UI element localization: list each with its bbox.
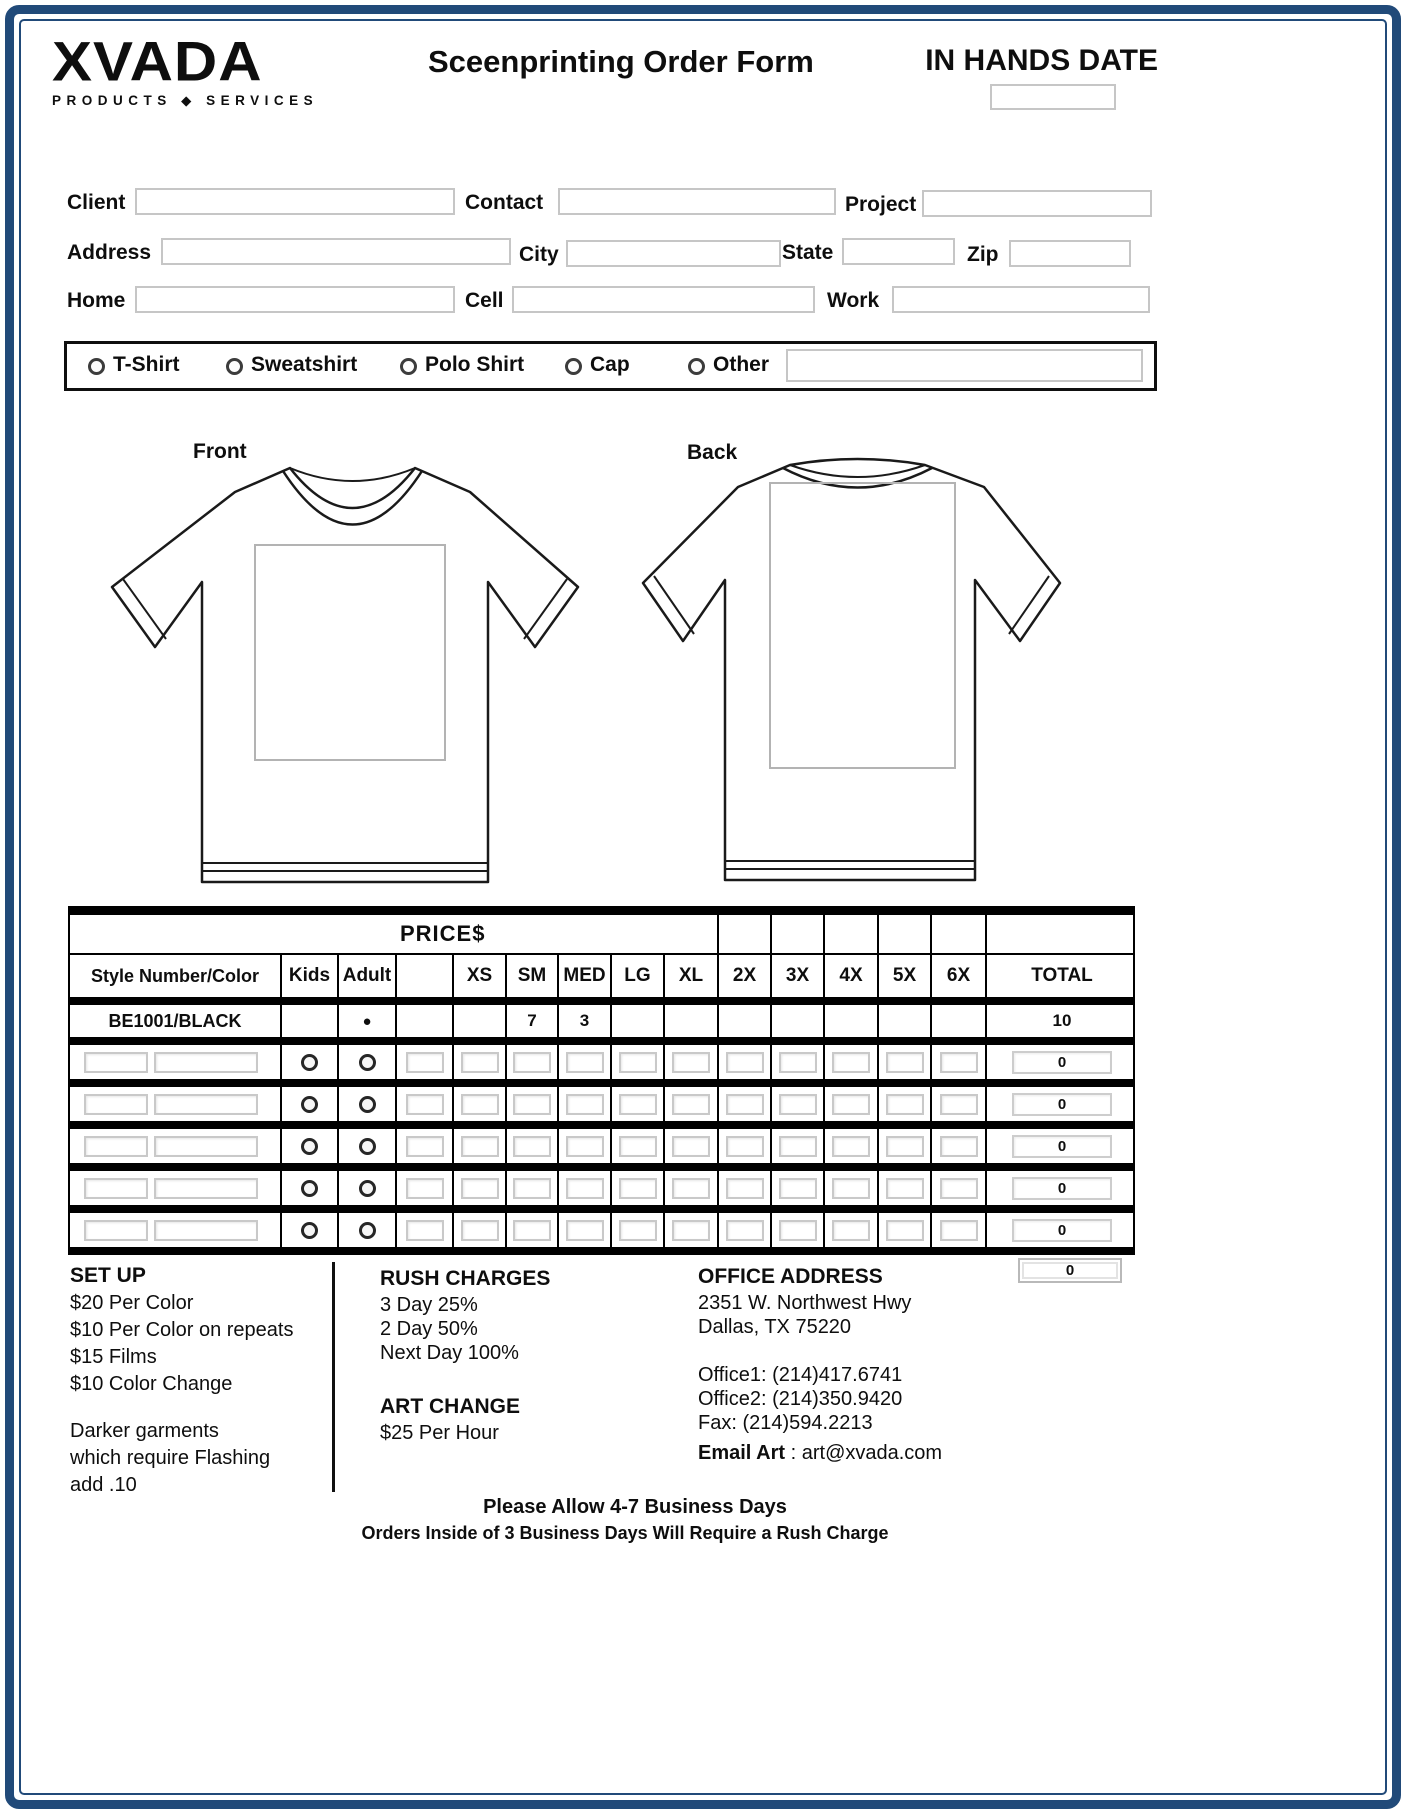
style-color-input[interactable] — [154, 1136, 258, 1157]
qty-5x-input[interactable] — [886, 1220, 924, 1241]
cap-radio[interactable] — [565, 358, 582, 375]
table-cell — [987, 915, 1137, 953]
page-title: Sceenprinting Order Form — [428, 44, 814, 79]
office-address-section — [698, 1263, 942, 1465]
price-table-empty-row — [68, 1129, 1135, 1163]
setup-title: SET UP — [70, 1264, 146, 1287]
qty-lg-cell — [612, 1087, 665, 1121]
kids-cell — [282, 1213, 339, 1247]
setup-line: $15 Films — [70, 1346, 157, 1368]
qty-xl-input[interactable] — [672, 1178, 710, 1199]
table-rule — [68, 1247, 1135, 1255]
qty-value — [397, 1005, 454, 1037]
style-value: BE1001/BLACK — [70, 1005, 282, 1037]
qty-4x-cell — [825, 1087, 879, 1121]
col-blank-header — [397, 955, 454, 997]
qty-4x-cell — [825, 1171, 879, 1205]
qty-3x-input[interactable] — [779, 1220, 817, 1241]
adult-cell — [339, 1171, 397, 1205]
email-art-label: Email Art — [698, 1442, 786, 1464]
sweatshirt-label: Sweatshirt — [251, 353, 358, 376]
qty-3x-cell — [772, 1213, 825, 1247]
qty-lg-input[interactable] — [619, 1136, 657, 1157]
adult-cell — [339, 1087, 397, 1121]
adult-cell — [339, 1213, 397, 1247]
qty-3x-value — [772, 1005, 825, 1037]
work-label: Work — [827, 289, 880, 312]
qty-med-cell — [559, 1171, 612, 1205]
cap-label: Cap — [590, 353, 630, 376]
qty-med-cell — [559, 1213, 612, 1247]
qty-6x-input[interactable] — [940, 1052, 978, 1073]
setup-line: $10 Color Change — [70, 1373, 233, 1395]
table-rule — [68, 906, 1135, 915]
qty-xl-cell — [665, 1087, 719, 1121]
flashing-note-line: which require Flashing — [70, 1447, 271, 1469]
col-total-header: TOTAL — [1031, 965, 1093, 986]
tshirt-radio[interactable] — [88, 358, 105, 375]
home-phone-input[interactable] — [135, 286, 455, 313]
qty-xs-input[interactable] — [461, 1094, 499, 1115]
city-label: City — [519, 243, 559, 266]
tshirt-label: T-Shirt — [113, 353, 180, 376]
rush-line: Next Day 100% — [380, 1342, 519, 1364]
qty-cell — [397, 1213, 454, 1247]
qty-lg-cell — [612, 1213, 665, 1247]
col-2x-header: 2X — [719, 955, 772, 997]
zip-input[interactable] — [1009, 240, 1131, 267]
qty-xl-cell — [665, 1213, 719, 1247]
office-address-line: 2351 W. Northwest Hwy — [698, 1292, 912, 1314]
qty-xl-input[interactable] — [672, 1052, 710, 1073]
qty-5x-cell — [879, 1129, 932, 1163]
adult-selected-dot: ● — [339, 1005, 397, 1037]
qty-5x-input[interactable] — [886, 1136, 924, 1157]
qty-4x-input[interactable] — [832, 1178, 870, 1199]
qty-6x-cell — [932, 1171, 987, 1205]
qty-med-input[interactable] — [566, 1094, 604, 1115]
qty-5x-value — [879, 1005, 932, 1037]
col-xl-header: XL — [665, 955, 719, 997]
price-table-empty-row — [68, 1045, 1135, 1079]
style-cell — [70, 1087, 282, 1121]
sweatshirt-radio[interactable] — [226, 358, 243, 375]
section-divider — [332, 1262, 335, 1492]
qty-xs-input[interactable] — [461, 1136, 499, 1157]
price-table-empty-row — [68, 1213, 1135, 1247]
qty-lg-cell — [612, 1045, 665, 1079]
style-number-input[interactable] — [84, 1052, 148, 1073]
qty-sm-value: 7 — [507, 1005, 559, 1037]
address-label: Address — [67, 241, 152, 264]
office-address-line: Dallas, TX 75220 — [698, 1316, 852, 1338]
contact-input[interactable] — [558, 188, 836, 215]
qty-sm-input[interactable] — [513, 1220, 551, 1241]
qty-sm-cell — [507, 1213, 559, 1247]
style-color-input[interactable] — [154, 1094, 258, 1115]
client-label: Client — [67, 191, 126, 214]
qty-xs-cell — [454, 1171, 507, 1205]
col-6x-header: 6X — [932, 955, 987, 997]
adult-radio[interactable] — [359, 1096, 376, 1113]
qty-sm-input[interactable] — [513, 1178, 551, 1199]
kids-value — [282, 1005, 339, 1037]
col-sm-header: SM — [507, 955, 559, 997]
qty-2x-cell — [719, 1087, 772, 1121]
home-label: Home — [67, 289, 126, 312]
col-style-header: Style Number/Color — [70, 955, 282, 997]
row-total: 0 — [1012, 1135, 1112, 1158]
qty-med-cell — [559, 1129, 612, 1163]
qty-lg-input[interactable] — [619, 1094, 657, 1115]
qty-xs-cell — [454, 1213, 507, 1247]
col-med-header: MED — [559, 955, 612, 997]
qty-xl-value — [665, 1005, 719, 1037]
in-hands-date-label: IN HANDS DATE — [925, 44, 1158, 77]
qty-sm-cell — [507, 1129, 559, 1163]
kids-radio[interactable] — [301, 1096, 318, 1113]
qty-6x-input[interactable] — [940, 1094, 978, 1115]
zip-label: Zip — [967, 243, 999, 266]
other-label: Other — [713, 353, 770, 376]
table-rule — [68, 1079, 1135, 1087]
qty-lg-input[interactable] — [619, 1220, 657, 1241]
adult-cell — [339, 1129, 397, 1163]
setup-line: $10 Per Color on repeats — [70, 1319, 294, 1341]
qty-5x-input[interactable] — [886, 1178, 924, 1199]
price-table-empty-row — [68, 1087, 1135, 1121]
qty-xl-input[interactable] — [672, 1136, 710, 1157]
qty-sm-cell — [507, 1171, 559, 1205]
qty-cell — [397, 1045, 454, 1079]
office-title: OFFICE ADDRESS — [698, 1265, 883, 1288]
style-cell — [70, 1045, 282, 1079]
qty-2x-input[interactable] — [726, 1052, 764, 1073]
cell-label: Cell — [465, 289, 504, 312]
art-change-line: $25 Per Hour — [380, 1422, 499, 1444]
table-cell — [772, 915, 825, 953]
kids-cell — [282, 1171, 339, 1205]
qty-sm-cell — [507, 1045, 559, 1079]
style-number-input[interactable] — [84, 1136, 148, 1157]
qty-input[interactable] — [406, 1052, 444, 1073]
qty-input[interactable] — [406, 1178, 444, 1199]
qty-lg-cell — [612, 1129, 665, 1163]
qty-4x-value — [825, 1005, 879, 1037]
qty-xl-cell — [665, 1045, 719, 1079]
rush-title: RUSH CHARGES — [380, 1267, 551, 1290]
style-cell — [70, 1129, 282, 1163]
table-rule — [68, 1121, 1135, 1129]
qty-med-cell — [559, 1045, 612, 1079]
other-radio[interactable] — [688, 358, 705, 375]
qty-3x-cell — [772, 1129, 825, 1163]
col-kids-header: Kids — [282, 955, 339, 997]
office-phone-line: Office2: (214)350.9420 — [698, 1388, 903, 1410]
qty-4x-input[interactable] — [832, 1052, 870, 1073]
qty-sm-cell — [507, 1087, 559, 1121]
office-phone-line: Office1: (214)417.6741 — [698, 1364, 903, 1386]
contact-label: Contact — [465, 191, 544, 214]
qty-cell — [397, 1171, 454, 1205]
table-cell — [932, 915, 987, 953]
setup-line: $20 Per Color — [70, 1292, 194, 1314]
qty-4x-cell — [825, 1213, 879, 1247]
qty-4x-input[interactable] — [832, 1094, 870, 1115]
front-view-label: Front — [193, 440, 247, 463]
prices-title: PRICE$ — [70, 915, 719, 953]
qty-3x-cell — [772, 1171, 825, 1205]
kids-cell — [282, 1129, 339, 1163]
qty-xs-input[interactable] — [461, 1052, 499, 1073]
table-rule — [68, 997, 1135, 1005]
adult-radio[interactable] — [359, 1138, 376, 1155]
cell-phone-input[interactable] — [512, 286, 815, 313]
table-rule — [68, 1163, 1135, 1171]
qty-2x-cell — [719, 1171, 772, 1205]
project-label: Project — [845, 193, 917, 216]
qty-6x-value — [932, 1005, 987, 1037]
style-cell — [70, 1213, 282, 1247]
kids-radio[interactable] — [301, 1054, 318, 1071]
qty-2x-cell — [719, 1045, 772, 1079]
back-view-label: Back — [687, 441, 738, 464]
qty-3x-cell — [772, 1087, 825, 1121]
email-art-line — [698, 1441, 942, 1465]
row-total: 0 — [1012, 1177, 1112, 1200]
qty-cell — [397, 1087, 454, 1121]
kids-cell — [282, 1087, 339, 1121]
qty-xl-input[interactable] — [672, 1094, 710, 1115]
row-total: 0 — [1012, 1093, 1112, 1116]
work-phone-input[interactable] — [892, 286, 1150, 313]
qty-3x-input[interactable] — [779, 1178, 817, 1199]
qty-6x-cell — [932, 1087, 987, 1121]
qty-5x-cell — [879, 1171, 932, 1205]
total-cell — [987, 1087, 1137, 1121]
qty-xl-cell — [665, 1171, 719, 1205]
adult-radio[interactable] — [359, 1054, 376, 1071]
row-total-value: 10 — [1052, 1011, 1072, 1030]
qty-4x-cell — [825, 1129, 879, 1163]
rush-line: 3 Day 25% — [380, 1294, 478, 1316]
footer-line-1: Please Allow 4-7 Business Days — [483, 1496, 787, 1518]
setup-pricing-section — [70, 1262, 293, 1499]
kids-radio[interactable] — [301, 1180, 318, 1197]
qty-med-input[interactable] — [566, 1136, 604, 1157]
email-art-address[interactable]: : art@xvada.com — [785, 1442, 943, 1464]
qty-6x-input[interactable] — [940, 1220, 978, 1241]
qty-xl-cell — [665, 1129, 719, 1163]
qty-2x-cell — [719, 1213, 772, 1247]
style-color-input[interactable] — [154, 1178, 258, 1199]
rush-line: 2 Day 50% — [380, 1318, 478, 1340]
project-input[interactable] — [922, 190, 1152, 217]
qty-cell — [397, 1129, 454, 1163]
qty-med-input[interactable] — [566, 1220, 604, 1241]
table-cell — [825, 915, 879, 953]
qty-xs-cell — [454, 1045, 507, 1079]
col-adult-header: Adult — [339, 955, 397, 997]
qty-6x-input[interactable] — [940, 1178, 978, 1199]
qty-xs-cell — [454, 1087, 507, 1121]
price-table-empty-row — [68, 1171, 1135, 1205]
row-total: 0 — [1012, 1219, 1112, 1242]
qty-xs-cell — [454, 1129, 507, 1163]
qty-3x-input[interactable] — [779, 1136, 817, 1157]
flashing-note-line: add .10 — [70, 1474, 137, 1496]
price-table — [68, 906, 1135, 1255]
table-cell — [719, 915, 772, 953]
table-rule — [68, 1205, 1135, 1213]
qty-5x-input[interactable] — [886, 1052, 924, 1073]
qty-lg-cell — [612, 1171, 665, 1205]
qty-2x-value — [719, 1005, 772, 1037]
qty-input[interactable] — [406, 1220, 444, 1241]
qty-4x-input[interactable] — [832, 1220, 870, 1241]
total-cell — [987, 1129, 1137, 1163]
qty-sm-input[interactable] — [513, 1052, 551, 1073]
col-3x-header: 3X — [772, 955, 825, 997]
qty-sm-input[interactable] — [513, 1094, 551, 1115]
qty-lg-input[interactable] — [619, 1052, 657, 1073]
qty-med-value: 3 — [559, 1005, 612, 1037]
art-change-title: ART CHANGE — [380, 1395, 520, 1418]
price-table-filled-row — [68, 1005, 1135, 1037]
footer-line-2: Orders Inside of 3 Business Days Will Require a Rush Charge — [361, 1523, 889, 1543]
qty-5x-cell — [879, 1213, 932, 1247]
qty-5x-input[interactable] — [886, 1094, 924, 1115]
prices-header-row — [68, 915, 1135, 955]
logo-tagline: PRODUCTS ◆ SERVICES — [52, 93, 319, 108]
other-garment-input[interactable] — [786, 349, 1143, 382]
qty-lg-value — [612, 1005, 665, 1037]
qty-5x-cell — [879, 1045, 932, 1079]
state-input[interactable] — [842, 238, 955, 265]
rush-charges-section — [380, 1265, 550, 1445]
flashing-note-line: Darker garments — [70, 1420, 219, 1442]
total-cell — [987, 1213, 1137, 1247]
company-logo — [52, 30, 318, 109]
city-input[interactable] — [566, 240, 781, 267]
qty-5x-cell — [879, 1087, 932, 1121]
style-number-input[interactable] — [84, 1220, 148, 1241]
polo-shirt-label: Polo Shirt — [425, 353, 525, 376]
style-cell — [70, 1171, 282, 1205]
col-lg-header: LG — [612, 955, 665, 997]
front-shirt-diagram — [100, 452, 590, 892]
table-cell — [879, 915, 932, 953]
style-color-input[interactable] — [154, 1220, 258, 1241]
qty-4x-input[interactable] — [832, 1136, 870, 1157]
col-xs-header: XS — [454, 955, 507, 997]
col-5x-header: 5X — [879, 955, 932, 997]
address-input[interactable] — [161, 238, 511, 265]
qty-3x-input[interactable] — [779, 1052, 817, 1073]
qty-med-input[interactable] — [566, 1178, 604, 1199]
row-total: 0 — [1012, 1051, 1112, 1074]
style-number-input[interactable] — [84, 1178, 148, 1199]
in-hands-date-input[interactable] — [990, 84, 1116, 110]
state-label: State — [782, 241, 834, 264]
qty-xs-input[interactable] — [461, 1178, 499, 1199]
adult-radio[interactable] — [359, 1180, 376, 1197]
qty-6x-cell — [932, 1045, 987, 1079]
kids-cell — [282, 1045, 339, 1079]
style-number-input[interactable] — [84, 1094, 148, 1115]
qty-xs-value — [454, 1005, 507, 1037]
qty-xs-input[interactable] — [461, 1220, 499, 1241]
kids-radio[interactable] — [301, 1138, 318, 1155]
office-fax-line: Fax: (214)594.2213 — [698, 1412, 873, 1434]
kids-radio[interactable] — [301, 1222, 318, 1239]
qty-med-cell — [559, 1087, 612, 1121]
client-input[interactable] — [135, 188, 455, 215]
qty-3x-cell — [772, 1045, 825, 1079]
total-cell — [987, 1171, 1137, 1205]
qty-2x-input[interactable] — [726, 1094, 764, 1115]
qty-lg-input[interactable] — [619, 1178, 657, 1199]
qty-xl-input[interactable] — [672, 1220, 710, 1241]
col-4x-header: 4X — [825, 955, 879, 997]
qty-2x-input[interactable] — [726, 1220, 764, 1241]
qty-2x-input[interactable] — [726, 1178, 764, 1199]
style-color-input[interactable] — [154, 1052, 258, 1073]
table-rule — [68, 1037, 1135, 1045]
back-shirt-diagram — [628, 445, 1075, 895]
qty-med-input[interactable] — [566, 1052, 604, 1073]
qty-6x-cell — [932, 1129, 987, 1163]
column-header-row — [68, 955, 1135, 997]
qty-2x-input[interactable] — [726, 1136, 764, 1157]
adult-radio[interactable] — [359, 1222, 376, 1239]
qty-2x-cell — [719, 1129, 772, 1163]
qty-3x-input[interactable] — [779, 1094, 817, 1115]
qty-6x-input[interactable] — [940, 1136, 978, 1157]
qty-4x-cell — [825, 1045, 879, 1079]
qty-input[interactable] — [406, 1136, 444, 1157]
adult-cell — [339, 1045, 397, 1079]
qty-sm-input[interactable] — [513, 1136, 551, 1157]
grand-total-box: 0 — [1018, 1258, 1122, 1283]
qty-input[interactable] — [406, 1094, 444, 1115]
qty-6x-cell — [932, 1213, 987, 1247]
polo-shirt-radio[interactable] — [400, 358, 417, 375]
logo-text: XVADA — [52, 30, 263, 93]
total-cell — [987, 1045, 1137, 1079]
